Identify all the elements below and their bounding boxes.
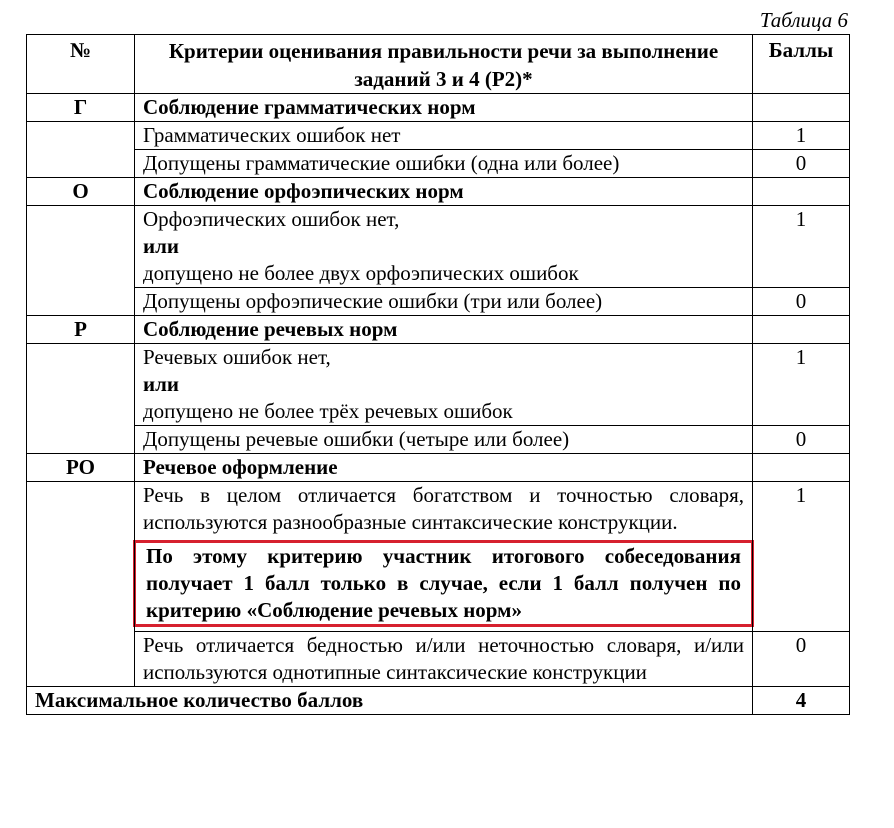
section-code: О	[27, 178, 135, 206]
scoring-table	[26, 34, 850, 715]
criterion-points: 1	[753, 206, 850, 288]
section-points-empty	[753, 454, 850, 482]
section-row	[27, 94, 850, 122]
table-caption: Таблица 6	[759, 8, 848, 32]
total-row	[27, 687, 850, 715]
criterion-text: Грамматических ошибок нет	[135, 122, 753, 150]
criterion-line: допущено не более двух орфоэпических ошибок	[143, 261, 579, 285]
header-points: Баллы	[753, 35, 850, 94]
section-points-empty	[753, 94, 850, 122]
code-cell-empty	[27, 122, 135, 178]
criterion-points: 1	[753, 482, 850, 632]
criterion-points: 0	[753, 426, 850, 454]
code-cell-empty	[27, 344, 135, 454]
criterion-row	[27, 150, 850, 178]
criterion-row	[27, 632, 850, 687]
or-word: или	[143, 372, 179, 396]
criterion-text: Допущены речевые ошибки (четыре или более)	[135, 426, 753, 454]
criterion-line: допущено не более трёх речевых ошибок	[143, 399, 513, 423]
criterion-text: Речь отличается бедностью и/или неточностью словаря, и/или используются однотипные синтаксические конструкции	[135, 632, 753, 687]
criterion-row	[27, 288, 850, 316]
highlighted-note: По этому критерию участник итогового собеседования получает 1 балл только в случае, если 1 балл получен по критерию «Соблюдение речевых норм»	[133, 540, 754, 627]
total-points: 4	[753, 687, 850, 715]
section-points-empty	[753, 178, 850, 206]
criterion-points: 0	[753, 632, 850, 687]
criterion-text: Допущены орфоэпические ошибки (три или более)	[135, 288, 753, 316]
criterion-points: 1	[753, 122, 850, 150]
criterion-paragraph: Речь в целом отличается богатством и точностью словаря, используются разнообразные синтаксические конструкции.	[143, 483, 744, 534]
section-title: Речевое оформление	[135, 454, 753, 482]
section-code: Р	[27, 316, 135, 344]
section-title: Соблюдение грамматических норм	[135, 94, 753, 122]
or-word: или	[143, 234, 179, 258]
criterion-text	[135, 482, 753, 632]
criterion-row	[27, 482, 850, 632]
criterion-points: 0	[753, 288, 850, 316]
criterion-row	[27, 426, 850, 454]
criterion-row	[27, 206, 850, 288]
section-points-empty	[753, 316, 850, 344]
section-row	[27, 454, 850, 482]
header-num: №	[27, 35, 135, 94]
code-cell-empty	[27, 206, 135, 316]
criterion-row	[27, 344, 850, 426]
criterion-text: Допущены грамматические ошибки (одна или более)	[135, 150, 753, 178]
section-code: РО	[27, 454, 135, 482]
criterion-line: Орфоэпических ошибок нет,	[143, 207, 400, 231]
header-criteria: Критерии оценивания правильности речи за выполнение заданий 3 и 4 (Р2)*	[135, 35, 753, 94]
criterion-text	[135, 206, 753, 288]
header-row	[27, 35, 850, 94]
criterion-line: Речевых ошибок нет,	[143, 345, 331, 369]
criterion-row	[27, 122, 850, 150]
criterion-text	[135, 344, 753, 426]
section-code: Г	[27, 94, 135, 122]
criterion-points: 0	[753, 150, 850, 178]
section-row	[27, 316, 850, 344]
total-label: Максимальное количество баллов	[27, 687, 753, 715]
section-title: Соблюдение орфоэпических норм	[135, 178, 753, 206]
section-title: Соблюдение речевых норм	[135, 316, 753, 344]
criterion-points: 1	[753, 344, 850, 426]
section-row	[27, 178, 850, 206]
code-cell-empty	[27, 482, 135, 687]
